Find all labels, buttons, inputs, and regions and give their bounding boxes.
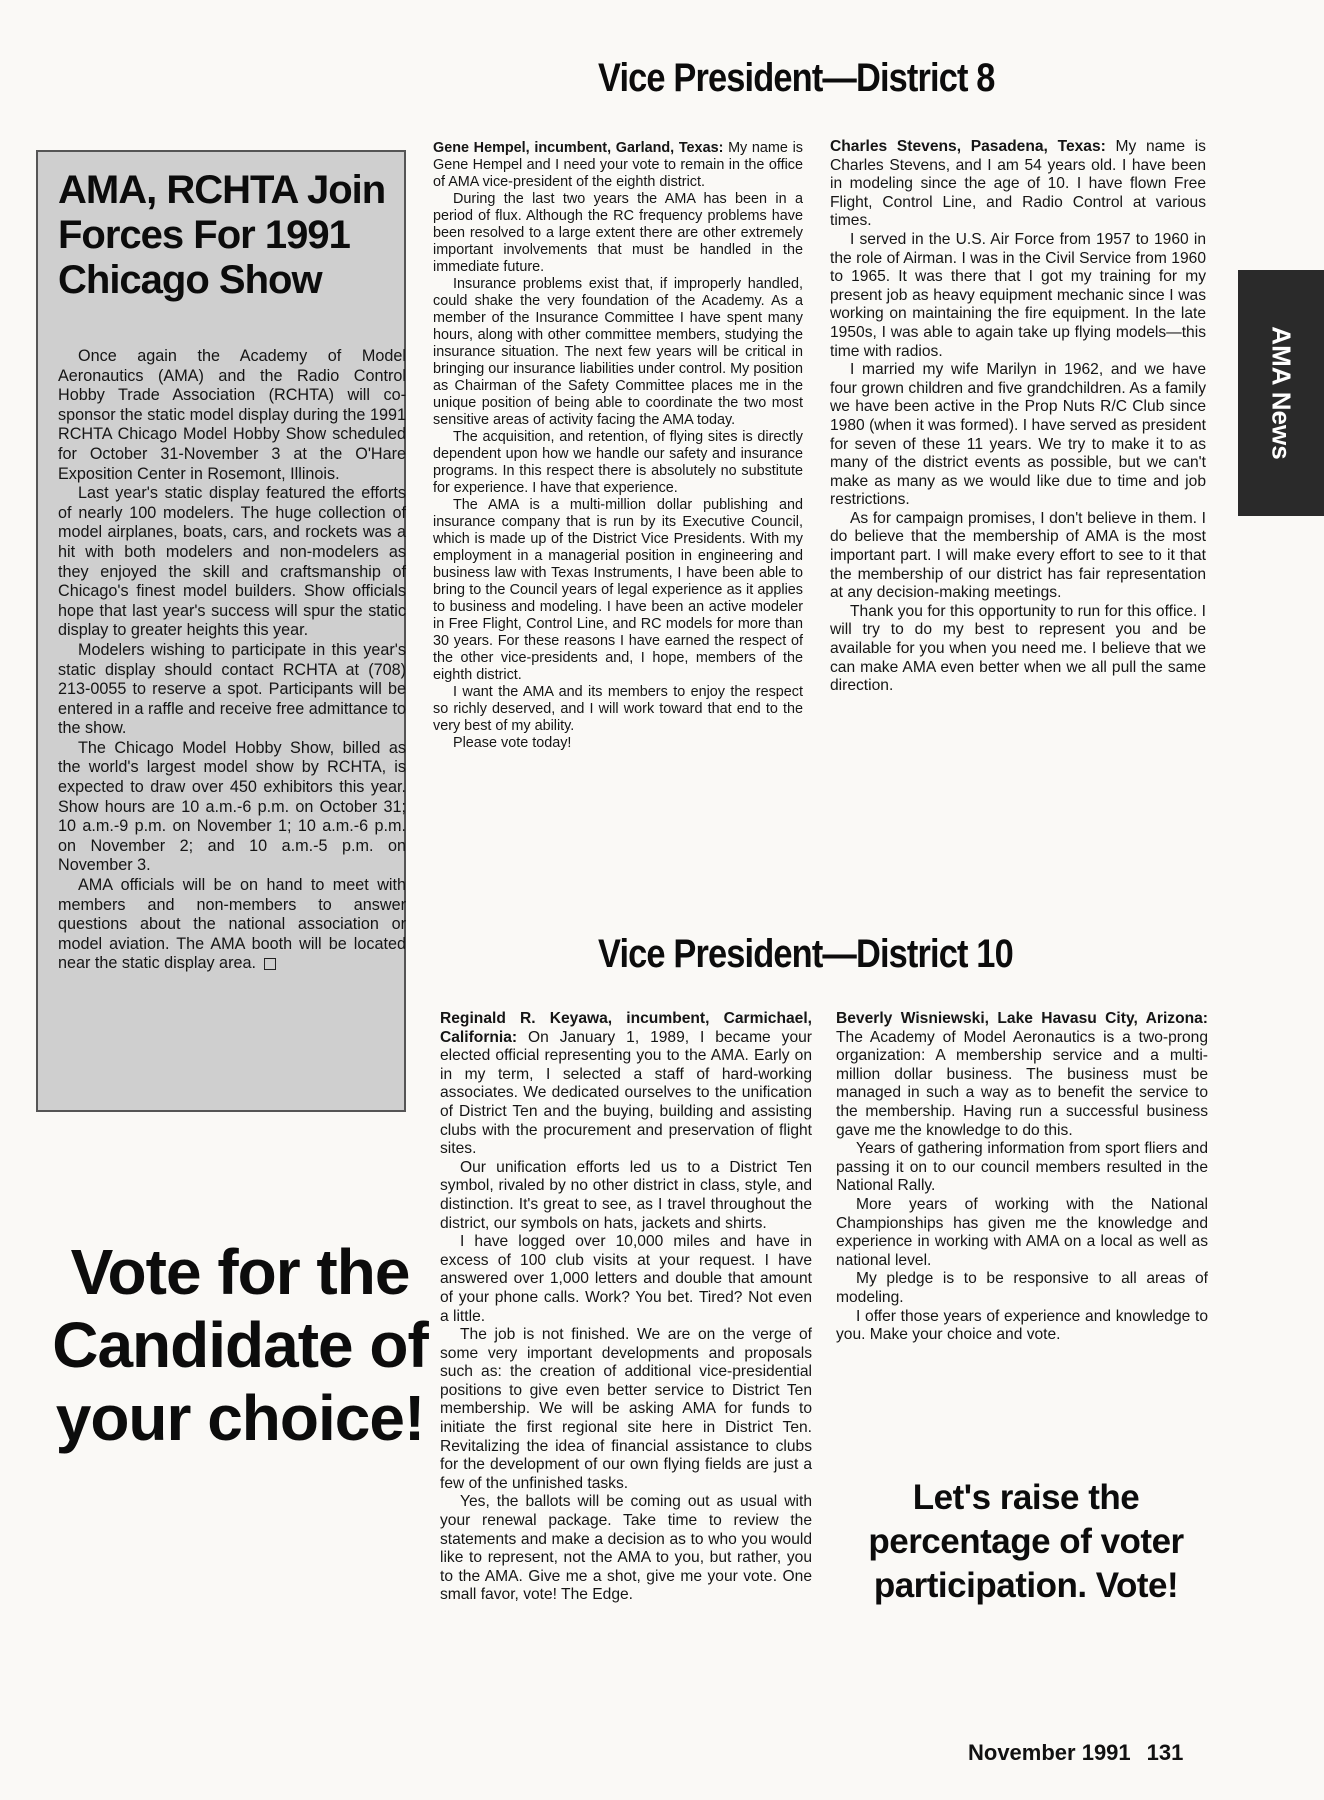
sidebar-title: AMA, RCHTA Join Forces For 1991 Chicago Show	[58, 168, 386, 302]
district8-heading: Vice President—District 8	[598, 56, 995, 100]
section-tab	[1238, 270, 1324, 516]
sidebar-paragraph: Last year's static display featured the efforts of nearly 100 modelers. The huge collection of model airplanes, boats, cars, and rockets was a hit with both modelers and non-modelers as they enjoyed the skill and craftsmanship of Chicago's finest model builders. Show officials hope that last year's success will spur the static display to greater heights this year.	[58, 484, 406, 640]
sidebar-body	[58, 347, 406, 974]
district10-candidate2	[836, 1010, 1208, 1345]
candidate-paragraph: Yes, the ballots will be coming out as usual with your renewal package. Take time to review the statements and make a decision as to who you would like to represent, not the AMA to you, but rather, you to the AMA. Give me a shot, give me your vote. One small favor, vote! The Edge.	[440, 1493, 812, 1604]
district10-candidate1	[440, 1010, 812, 1605]
sidebar-box	[36, 150, 406, 1112]
candidate-paragraph: The job is not finished. We are on the verge of some very important developments and proposals such as: the creation of additional vice-presidential positions to give even better service to District Ten membership. We will be asking AMA for funds to initiate the first regional site here in District Ten. Revitalizing the idea of financial assistance to clubs for the development of our own flying fields are just a few of the unfinished tasks.	[440, 1326, 812, 1492]
candidate-name: Beverly Wisniewski, Lake Havasu City, Arizona:	[836, 1010, 1208, 1027]
district8-candidate1	[433, 140, 803, 752]
candidate-paragraph: The acquisition, and retention, of flying sites is directly dependent upon how we handle our safety and insurance programs. In this respect there is absolutely no substitute for experience. I have that experience.	[433, 429, 803, 496]
end-mark-icon	[264, 958, 276, 970]
candidate-paragraph: The AMA is a multi-million dollar publishing and insurance company that is run by its Executive Council, which is made up of the District Vice Presidents. With my employment in a managerial position in engineering and business law with Texas Instruments, I have been able to bring to the Council years of legal experience as it applies to business and modeling. I have been an active modeler in Free Flight, Control Line, and RC models for more than 30 years. For these reasons I have earned the respect of the other vice-presidents and, I hope, members of the eighth district.	[433, 497, 803, 683]
district10-heading: Vice President—District 10	[598, 932, 1013, 976]
page-number: 131	[1146, 1740, 1184, 1765]
candidate-paragraph: Please vote today!	[453, 735, 572, 751]
section-tab-label: AMA News	[1266, 326, 1297, 460]
candidate-intro: Reginald R. Keyawa, incumbent, Carmichael, California: On January 1, 1989, I became your elected official representing you to the AMA. Early on in my term, I selected a staff of hard-working associates. We dedicated ourselves to the unification of District Ten and the buying, building and assisting clubs with the procurement and preservation of flight sites.	[440, 1010, 812, 1158]
candidate-paragraph: I served in the U.S. Air Force from 1957 to 1960 in the role of Airman. I was in the Civil Service from 1960 to 1965. It was there that I got my training for my present job as heavy equipment mechanic since I was working on maintaining the fire equipment. In the late 1950s, I was able to again take up flying models—this time with radios.	[830, 230, 1206, 360]
sidebar-paragraph: AMA officials will be on hand to meet with members and non-members to answer questions about the national association or model aviation. The AMA booth will be located near the static display area.	[58, 876, 406, 973]
candidate-paragraph: I have logged over 10,000 miles and have in excess of 100 club visits at your request. I have answered over 1,000 letters and double that amount of your phone calls. Work? You bet. Tired? Not even a little.	[440, 1233, 812, 1325]
candidate-paragraph: During the last two years the AMA has been in a period of flux. Although the RC frequency problems have been resolved to a large extent there are other extremely important involvements that must be handled in the immediate future.	[433, 191, 803, 275]
voter-participation-callout: Let's raise the percentage of voter participation. Vote!	[868, 1478, 1184, 1605]
district8-candidate2	[830, 138, 1206, 696]
sidebar-paragraph: The Chicago Model Hobby Show, billed as the world's largest model show by RCHTA, is expected to draw over 450 exhibitors this year. Show hours are 10 a.m.-6 p.m. on October 31; 10 a.m.-9 p.m. on November 1; 10 a.m.-6 p.m. on November 2; and 10 a.m.-5 p.m. on November 3.	[58, 738, 406, 875]
candidate-paragraph: Our unification efforts led us to a District Ten symbol, rivaled by no other district in class, style, and distinction. It's great to see, as I travel throughout the district, our symbols on hats, jackets and shirts.	[440, 1158, 812, 1232]
candidate-paragraph: As for campaign promises, I don't believe in them. I do believe that the membership of AMA is the most important part. I will make every effort to see to it that the membership of our district has fair representation at any decision-making meetings.	[830, 509, 1206, 602]
candidate-intro: Charles Stevens, Pasadena, Texas: My name is Charles Stevens, and I am 54 years old. I have been in modeling since the age of 10. I have flown Free Flight, Control Line, and Radio Control at various times.	[830, 138, 1206, 230]
candidate-paragraph: I offer those years of experience and knowledge to you. Make your choice and vote.	[836, 1307, 1208, 1344]
candidate-paragraph: My pledge is to be responsive to all areas of modeling.	[836, 1270, 1208, 1306]
page-footer	[968, 1740, 1183, 1766]
candidate-intro: Beverly Wisniewski, Lake Havasu City, Arizona: The Academy of Model Aeronautics is a two-prong organization: A membership service and a multi-million dollar business. The business must be managed in such a way as to benefit the service to the membership. Having run a successful business gave me the knowledge to do this.	[836, 1010, 1208, 1139]
candidate-name: Gene Hempel, incumbent, Garland, Texas:	[433, 140, 724, 156]
candidate-intro: Gene Hempel, incumbent, Garland, Texas: My name is Gene Hempel and I need your vote to remain in the office of AMA vice-president of the eighth district.	[433, 140, 804, 190]
candidate-paragraph: Thank you for this opportunity to run for this office. I will try to do my best to represent you and be available for you when you need me. I believe that we can make AMA even better when we all pull the same direction.	[830, 602, 1206, 695]
candidate-paragraph: I want the AMA and its members to enjoy the respect so richly deserved, and I will work toward that end to the very best of my ability.	[433, 684, 803, 734]
candidate-paragraph: More years of working with the National Championships has given me the knowledge and experience in working with AMA on a local as well as national level.	[836, 1195, 1208, 1269]
candidate-name: Charles Stevens, Pasadena, Texas:	[830, 138, 1106, 155]
issue-date: November 1991	[968, 1740, 1131, 1765]
sidebar-paragraph: Modelers wishing to participate in this year's static display should contact RCHTA at (708) 213-0055 to reserve a spot. Participants will be entered in a raffle and receive free admittance to the show.	[58, 640, 406, 738]
candidate-paragraph: I married my wife Marilyn in 1962, and we have four grown children and five grandchildren. As a family we have been active in the Prop Nuts R/C Club since 1980 (when it was formed). I have served as president for seven of these 11 years. We try to make it to as many of the district events as possible, but we can't make as many as we would like due to time and job restrictions.	[830, 361, 1206, 509]
candidate-paragraph: Years of gathering information from sport fliers and passing it on to our council members resulted in the National Rally.	[836, 1140, 1208, 1195]
vote-callout: Vote for the Candidate of your choice!	[52, 1236, 428, 1454]
candidate-paragraph: Insurance problems exist that, if improperly handled, could shake the very foundation of the Academy. As a member of the Insurance Committee I have spent many hours, along with other committee members, studying the insurance situation. The next few years will be critical in bringing our insurance liabilities under control. My position as Chairman of the Safety Committee places me in the unique position of being able to coordinate the two most sensitive areas of activity facing the AMA today.	[433, 276, 803, 428]
candidate-name: Reginald R. Keyawa, incumbent, Carmichael, California:	[440, 1010, 812, 1046]
sidebar-paragraph: Once again the Academy of Model Aeronautics (AMA) and the Radio Control Hobby Trade Association (RCHTA) will co-sponsor the static model display during the 1991 RCHTA Chicago Model Hobby Show scheduled for October 31-November 3 at the O'Hare Exposition Center in Rosemont, Illinois.	[58, 347, 406, 483]
